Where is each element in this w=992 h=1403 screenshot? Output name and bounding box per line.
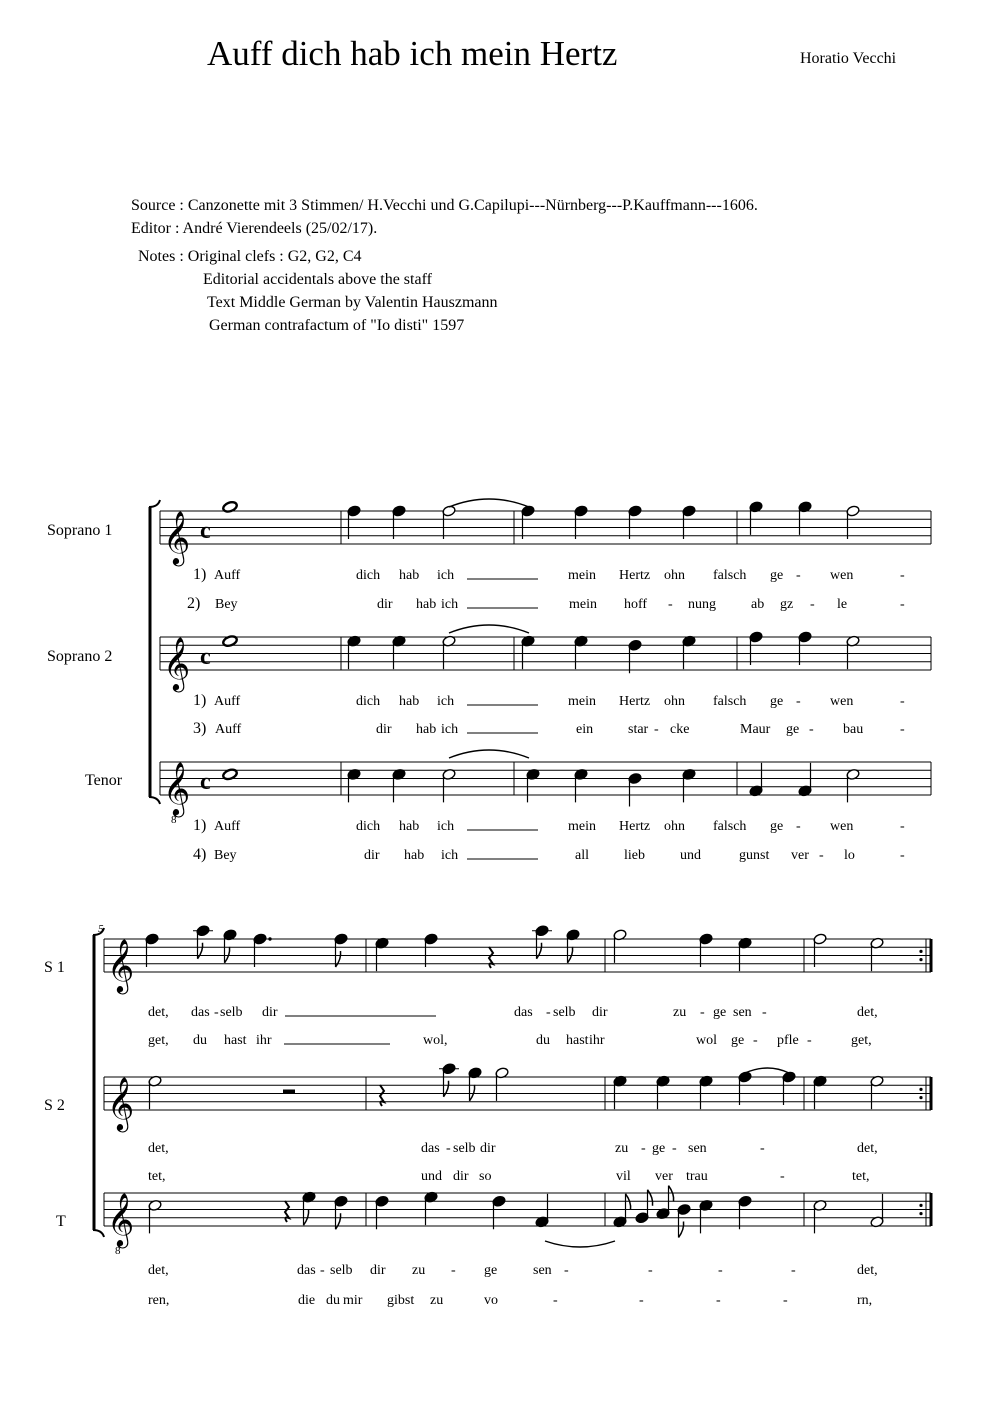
lyric-syllable: dich (356, 819, 381, 834)
note-flag (568, 947, 573, 963)
lyric-syllable: du (536, 1033, 550, 1048)
lyric-syllable: Maur (740, 722, 771, 737)
lyric-syllable: sen (733, 1005, 752, 1020)
lyric-syllable: - (819, 848, 824, 863)
lyric-syllable: hab (399, 819, 420, 834)
lyric-syllable: - (760, 1141, 765, 1156)
lyric-syllable: wen (830, 694, 854, 709)
lyric-syllable: get, (851, 1033, 872, 1048)
repeat-dot (919, 950, 922, 953)
part-label-t: T (56, 1213, 66, 1230)
lyric-syllable: ohn (664, 819, 685, 834)
part-label-soprano-2: Soprano 2 (47, 648, 113, 665)
notes-line-2: Editorial accidentals above the staff (203, 271, 432, 288)
lyric-syllable: ge (770, 694, 784, 709)
lyric-syllable: bau (843, 722, 864, 737)
lyric-syllable: zu (673, 1005, 687, 1020)
note-flag (336, 951, 341, 967)
lyric-syllable: lieb (624, 848, 645, 863)
common-time-icon: c (200, 768, 211, 795)
lyric-syllable: Bey (214, 848, 237, 863)
score-title: Auff dich hab ich mein Hertz (207, 34, 618, 73)
lyric-syllable: pfle (777, 1033, 799, 1048)
lyric-syllable: Hertz (619, 694, 651, 709)
lyric-syllable: - (564, 1263, 569, 1278)
lyric-syllable: - (807, 1033, 812, 1048)
lyric-syllable: ge (786, 722, 800, 737)
lyric-syllable: get, (148, 1033, 169, 1048)
lyric-syllable: und (680, 848, 701, 863)
treble-clef-icon: 𝄞 (107, 1076, 135, 1130)
note-flag (648, 1190, 653, 1206)
lyric-syllable: ge (770, 819, 784, 834)
lyric-syllable: - (900, 819, 905, 834)
verse-number: 2) (187, 595, 201, 612)
lyric-syllable: Auff (214, 819, 241, 834)
lyric-syllable: - (900, 568, 905, 583)
lyric-syllable: ich (437, 694, 455, 709)
lyric-syllable: mein (568, 694, 596, 709)
lyric-syllable: selb (453, 1141, 476, 1156)
lyric-syllable: ein (576, 722, 594, 737)
lyric-syllable: ge (731, 1033, 745, 1048)
lyric-syllable: - (796, 568, 801, 583)
editor-line: Editor : André Vierendeels (25/02/17). (131, 220, 378, 237)
verse-number: 1) (193, 817, 207, 834)
lyric-syllable: all (575, 848, 589, 863)
treble-clef-icon: 𝄞 (163, 636, 191, 690)
lyric-syllable: sen (688, 1141, 707, 1156)
lyric-syllable: - (214, 1005, 219, 1020)
lyric-syllable: mir (343, 1293, 363, 1308)
lyric-syllable: - (320, 1263, 325, 1278)
lyric-syllable: - (716, 1293, 721, 1308)
lyric-syllable: dir (364, 848, 380, 863)
composer-name: Horatio Vecchi (800, 50, 897, 67)
lyric-syllable: dir (376, 722, 392, 737)
octave-mark: 8 (171, 814, 177, 826)
tie (449, 750, 529, 758)
lyric-syllable: falsch (713, 819, 747, 834)
lyric-syllable: falsch (713, 568, 747, 583)
lyric-syllable: vil (616, 1169, 631, 1184)
lyric-syllable: dir (453, 1169, 469, 1184)
lyric-syllable: zu (430, 1293, 444, 1308)
lyric-syllable: nung (688, 597, 716, 612)
lyric-syllable: - (796, 694, 801, 709)
lyric-syllable: - (718, 1263, 723, 1278)
lyric-syllable: wen (830, 568, 854, 583)
lyric-syllable: - (654, 722, 659, 737)
lyric-syllable: - (553, 1293, 558, 1308)
note-flag (336, 1213, 341, 1229)
tie (745, 1068, 789, 1073)
part-label-soprano-1: Soprano 1 (47, 522, 113, 539)
quarter-rest-icon (489, 947, 493, 968)
lyric-syllable: wen (830, 819, 854, 834)
treble-clef-icon: 𝄞 (163, 761, 191, 815)
part-label-tenor: Tenor (85, 772, 123, 789)
lyric-syllable: det, (148, 1005, 169, 1020)
lyric-syllable: dir (592, 1005, 608, 1020)
notes-line-3: Text Middle German by Valentin Hauszmann (207, 294, 498, 311)
half-rest-icon (283, 1090, 295, 1094)
notes-line-1: Notes : Original clefs : G2, G2, C4 (138, 248, 362, 265)
repeat-dot (919, 1088, 922, 1091)
lyric-syllable: - (796, 819, 801, 834)
lyric-syllable: gibst (387, 1293, 415, 1308)
lyric-syllable: - (641, 1141, 646, 1156)
lyric-syllable: - (668, 597, 673, 612)
lyric-syllable: ab (751, 597, 765, 612)
lyric-syllable: hab (416, 597, 437, 612)
quarter-rest-icon (285, 1201, 289, 1222)
lyric-syllable: ge (713, 1005, 727, 1020)
lyric-syllable: - (451, 1263, 456, 1278)
lyric-syllable: dir (377, 597, 393, 612)
lyric-syllable: Hertz (619, 568, 651, 583)
lyric-syllable: hab (399, 694, 420, 709)
lyric-syllable: ich (441, 597, 459, 612)
lyric-syllable: falsch (713, 694, 747, 709)
verse-number: 3) (193, 720, 207, 737)
lyric-syllable: ihr (589, 1033, 605, 1048)
lyric-syllable: selb (220, 1005, 243, 1020)
lyric-syllable: det, (148, 1263, 169, 1278)
staff-lines (93, 500, 931, 1257)
treble-clef-icon: 𝄞 (107, 1192, 135, 1246)
lyric-syllable: hast (224, 1033, 247, 1048)
lyric-syllable: zu (615, 1141, 629, 1156)
lyric-syllable: dich (356, 568, 381, 583)
lyric-syllable: mein (568, 568, 596, 583)
lyric-syllable: gunst (739, 848, 770, 863)
bracket-hook (149, 797, 160, 804)
lyric-syllable: so (479, 1169, 492, 1184)
lyric-syllable: ohn (664, 694, 685, 709)
lyric-syllable: - (672, 1141, 677, 1156)
common-time-icon: c (200, 643, 211, 670)
note-flag (626, 1194, 631, 1210)
tie (545, 1241, 615, 1247)
lyric-syllable: und (421, 1169, 442, 1184)
lyric-syllable: wol, (423, 1033, 448, 1048)
lyric-syllable: Bey (215, 597, 238, 612)
lyric-syllable: dich (356, 694, 381, 709)
lyric-syllable: Auff (215, 722, 242, 737)
lyric-syllable: le (837, 597, 848, 612)
lyric-syllable: tet, (148, 1169, 166, 1184)
lyric-syllable: die (298, 1293, 316, 1308)
repeat-dot (919, 1204, 922, 1207)
lyric-syllable: ge (484, 1263, 498, 1278)
lyric-syllable: - (900, 848, 905, 863)
lyric-syllable: lo (844, 848, 855, 863)
lyric-syllable: ich (437, 568, 455, 583)
lyric-syllable: mein (569, 597, 597, 612)
bracket-hook (93, 1230, 104, 1237)
lyric-syllable: selb (553, 1005, 576, 1020)
bracket-hook (149, 500, 160, 507)
repeat-dot (919, 1096, 922, 1099)
tie (449, 499, 529, 507)
lyric-syllable: Hertz (619, 819, 651, 834)
repeat-dot (919, 1212, 922, 1215)
note-flag (198, 943, 203, 959)
lyric-syllable: ren, (148, 1293, 170, 1308)
lyric-syllable: - (546, 1005, 551, 1020)
lyric-syllable: dir (480, 1141, 496, 1156)
lyric-syllable: sen (533, 1263, 552, 1278)
treble-clef-icon: 𝄞 (107, 938, 135, 992)
lyric-syllable: cke (670, 722, 690, 737)
note-flag (679, 1222, 684, 1238)
lyric-syllable: ver (655, 1169, 673, 1184)
lyric-syllable: das (191, 1005, 210, 1020)
lyric-syllable: det, (148, 1141, 169, 1156)
lyric-syllable: das (514, 1005, 533, 1020)
verse-number: 1) (193, 692, 207, 709)
lyric-syllable: ich (441, 722, 459, 737)
lyric-syllable: hab (404, 848, 425, 863)
lyric-syllable: hast (566, 1033, 589, 1048)
lyric-syllable: rn, (857, 1293, 873, 1308)
note-flag (669, 1186, 674, 1202)
lyric-syllable: das (421, 1141, 440, 1156)
lyric-syllable: star (628, 722, 649, 737)
augmentation-dot (268, 937, 271, 940)
lyric-syllable: - (780, 1169, 785, 1184)
lyric-syllable: das (297, 1263, 316, 1278)
lyric-syllable: zu (412, 1263, 426, 1278)
lyric-syllable: - (753, 1033, 758, 1048)
lyric-syllable: det, (857, 1005, 878, 1020)
lyric-syllable: du (326, 1293, 340, 1308)
lyric-syllable: hoff (624, 597, 648, 612)
tie (449, 625, 529, 633)
measure-number: 5 (98, 923, 104, 935)
lyric-syllable: ich (437, 819, 455, 834)
lyric-syllable: - (900, 597, 905, 612)
lyric-syllable: - (783, 1293, 788, 1308)
source-line: Source : Canzonette mit 3 Stimmen/ H.Vecchi und G.Capilupi---Nürnberg---P.Kauffmann---1606. (131, 197, 758, 214)
lyric-syllable: - (762, 1005, 767, 1020)
lyric-syllable: ich (441, 848, 459, 863)
part-label-s2: S 2 (44, 1097, 65, 1114)
lyric-syllable: hab (416, 722, 437, 737)
note-flag (304, 1209, 309, 1225)
lyric-syllable: selb (330, 1263, 353, 1278)
verse-number: 1) (193, 566, 207, 583)
lyric-syllable: hab (399, 568, 420, 583)
lyric-syllable: - (700, 1005, 705, 1020)
lyric-syllable: - (639, 1293, 644, 1308)
lyric-syllable: ihr (256, 1033, 272, 1048)
lyric-syllable: Auff (214, 694, 241, 709)
notes-layer (145, 499, 884, 1247)
lyric-syllable: Auff (214, 568, 241, 583)
lyric-syllable: - (446, 1141, 451, 1156)
common-time-icon: c (200, 517, 211, 544)
lyric-syllable: wol (696, 1033, 717, 1048)
notes-line-4: German contrafactum of "Io disti" 1597 (209, 317, 465, 334)
lyric-syllable: ge (652, 1141, 666, 1156)
verse-number: 4) (193, 846, 207, 863)
lyric-syllable: ge (770, 568, 784, 583)
note-flag (470, 1085, 475, 1101)
lyric-syllable: det, (857, 1263, 878, 1278)
note-flag (537, 943, 542, 959)
treble-clef-icon: 𝄞 (163, 510, 191, 564)
lyric-syllable: - (900, 694, 905, 709)
repeat-dot (919, 958, 922, 961)
lyric-syllable: - (791, 1263, 796, 1278)
lyric-syllable: trau (686, 1169, 708, 1184)
lyric-syllable: - (648, 1263, 653, 1278)
lyric-syllable: ver (791, 848, 809, 863)
lyric-syllable: tet, (852, 1169, 870, 1184)
lyric-syllable: ohn (664, 568, 685, 583)
lyric-syllable: - (810, 597, 815, 612)
lyric-syllable: - (900, 722, 905, 737)
octave-mark: 8 (115, 1245, 121, 1257)
quarter-rest-icon (380, 1085, 384, 1106)
lyric-syllable: vo (484, 1293, 498, 1308)
lyric-syllable: - (809, 722, 814, 737)
part-label-s1: S 1 (44, 959, 65, 976)
lyric-syllable: det, (857, 1141, 878, 1156)
lyric-syllable: du (193, 1033, 207, 1048)
note-flag (225, 947, 230, 963)
lyric-syllable: gz (780, 597, 794, 612)
lyric-syllable: dir (262, 1005, 278, 1020)
note-flag (444, 1081, 449, 1097)
lyric-syllable: dir (370, 1263, 386, 1278)
lyric-syllable: mein (568, 819, 596, 834)
